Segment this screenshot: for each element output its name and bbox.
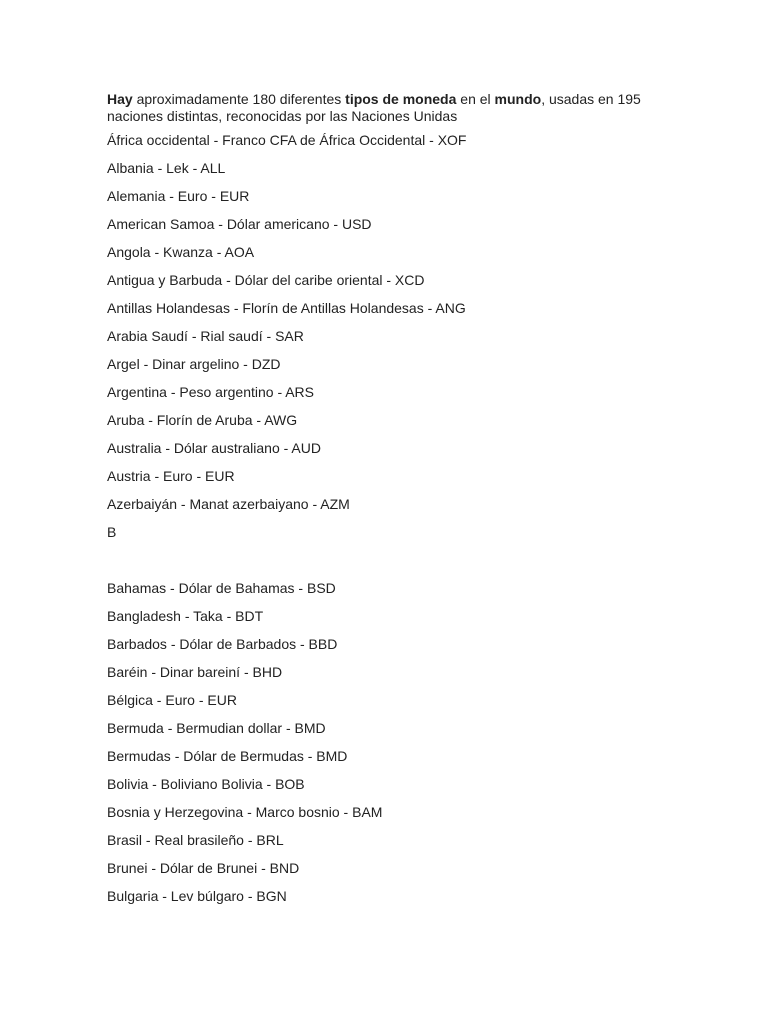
list-item: Bulgaria - Lev búlgaro - BGN — [107, 888, 287, 904]
list-item: Alemania - Euro - EUR — [107, 188, 250, 204]
list-item: Aruba - Florín de Aruba - AWG — [107, 412, 298, 428]
list-item: Barbados - Dólar de Barbados - BBD — [107, 636, 338, 652]
list-item: Antigua y Barbuda - Dólar del caribe oriental - XCD — [107, 272, 425, 288]
list-item: Angola - Kwanza - AOA — [107, 244, 255, 260]
list-item: Arabia Saudí - Rial saudí - SAR — [107, 328, 304, 344]
list-item: Bolivia - Boliviano Bolivia - BOB — [107, 776, 305, 792]
list-item: Bangladesh - Taka - BDT — [107, 608, 264, 624]
list-item: Baréin - Dinar bareiní - BHD — [107, 664, 283, 680]
list-item: Australia - Dólar australiano - AUD — [107, 440, 321, 456]
list-item: Bermuda - Bermudian dollar - BMD — [107, 720, 326, 736]
list-item: Bahamas - Dólar de Bahamas - BSD — [107, 580, 336, 596]
list-item: American Samoa - Dólar americano - USD — [107, 216, 372, 232]
list-item: Bélgica - Euro - EUR — [107, 692, 237, 708]
currency-list-a — [107, 126, 667, 574]
intro-text-1: aproximadamente 180 diferentes — [132, 91, 346, 107]
intro-bold-hay: Hay — [107, 91, 133, 107]
list-item: Bosnia y Herzegovina - Marco bosnio - BAM — [107, 804, 383, 820]
list-item: África occidental - Franco CFA de África Occidental - XOF — [107, 132, 467, 148]
intro-paragraph — [107, 91, 667, 125]
intro-bold-mundo: mundo — [494, 91, 542, 107]
list-item: Brasil - Real brasileño - BRL — [107, 832, 284, 848]
list-item: Azerbaiyán - Manat azerbaiyano - AZM — [107, 496, 350, 512]
list-item: Brunei - Dólar de Brunei - BND — [107, 860, 300, 876]
section-letter-b: B — [107, 524, 117, 540]
document-page — [107, 91, 667, 910]
list-item: Austria - Euro - EUR — [107, 468, 235, 484]
intro-bold-tipos-de-moneda: tipos de moneda — [345, 91, 457, 107]
list-item: Bermudas - Dólar de Bermudas - BMD — [107, 748, 348, 764]
list-item: Antillas Holandesas - Florín de Antillas Holandesas - ANG — [107, 300, 466, 316]
intro-text-3: , usadas en 195 naciones distintas, reconocidas por las Naciones Unidas — [107, 91, 641, 124]
currency-list-b — [107, 574, 667, 910]
list-item: Albania - Lek - ALL — [107, 160, 226, 176]
intro-text-2: en el — [456, 91, 495, 107]
list-item: Argentina - Peso argentino - ARS — [107, 384, 315, 400]
list-item: Argel - Dinar argelino - DZD — [107, 356, 281, 372]
